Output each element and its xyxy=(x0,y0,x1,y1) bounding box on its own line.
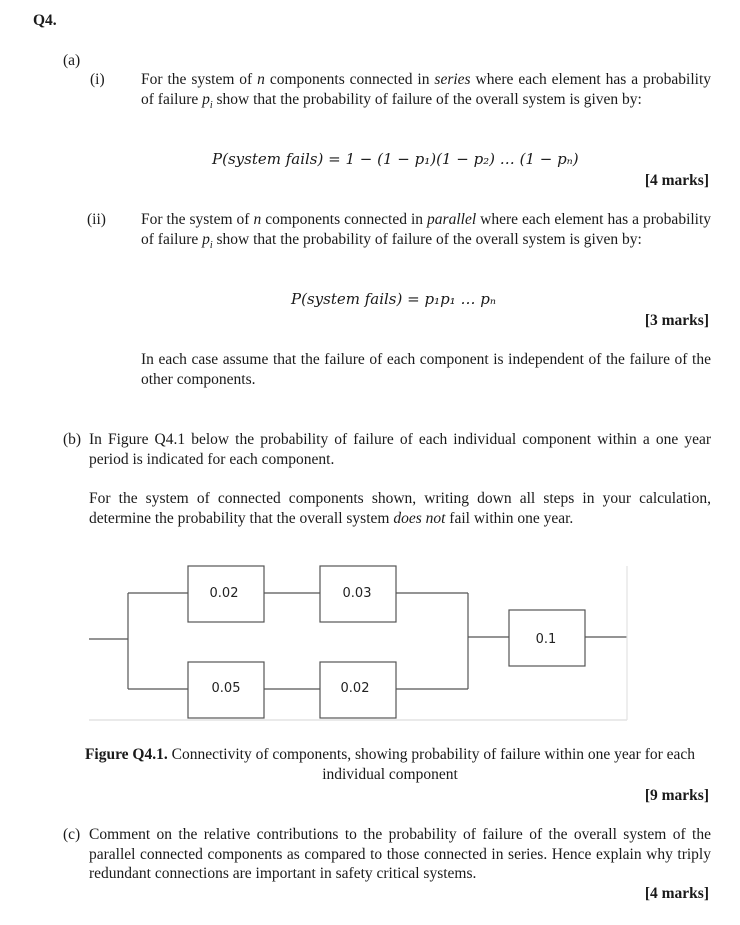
part-c-marks: [4 marks] xyxy=(644,885,709,902)
part-b-label: (b) xyxy=(63,431,82,448)
part-c-label: (c) xyxy=(63,826,81,843)
question-number: Q4. xyxy=(33,12,57,29)
component-bottom-left-value: 0.05 xyxy=(211,681,241,696)
component-bottom-right-value: 0.02 xyxy=(340,681,370,696)
series-failure-formula: P(system fails) = 1 − (1 − p₁)(1 − p₂) … (1 − pₙ) xyxy=(212,150,579,168)
figure-caption: Figure Q4.1. Connectivity of components, showing probability of failure within one year for each individual component xyxy=(84,746,696,783)
component-series-value: 0.1 xyxy=(535,632,557,647)
part-a-ii-label: (ii) xyxy=(87,211,106,228)
independence-note: In each case assume that the failure of each component is independent of the failure of the other components. xyxy=(141,351,711,388)
part-a-i-label: (i) xyxy=(90,71,105,88)
part-b-marks: [9 marks] xyxy=(644,787,709,804)
component-top-right-value: 0.03 xyxy=(342,586,372,601)
part-a-ii-marks: [3 marks] xyxy=(644,312,709,329)
parallel-failure-formula: P(system fails) = p₁p₁ … pₙ xyxy=(291,290,496,308)
part-a-label: (a) xyxy=(63,52,81,69)
part-a-ii-question: For the system of n components connected in parallel where each element has a probability of failure $p_i$ show that the probability of failure of the overall system is given by: xyxy=(141,211,712,251)
part-a-i-marks: [4 marks] xyxy=(644,172,709,189)
part-c-question: Comment on the relative contributions to the probability of failure of the overall system of the parallel connected components as compared to those connected in series. Hence explain why triply redundant connections are important in safety critical systems. xyxy=(89,826,711,882)
part-b-instruction: For the system of connected components shown, writing down all steps in your calculation, determine the probability that the overall system does not fail within one year. xyxy=(89,490,711,527)
part-b-intro: In Figure Q4.1 below the probability of failure of each individual component within a one year period is indicated for each component. xyxy=(89,431,711,468)
part-a-i-question: For the system of n components connected in series where each element has a probability of failure $p_i$ show that the probability of failure of the overall system is given by: xyxy=(141,71,712,111)
component-top-left-value: 0.02 xyxy=(209,586,239,601)
